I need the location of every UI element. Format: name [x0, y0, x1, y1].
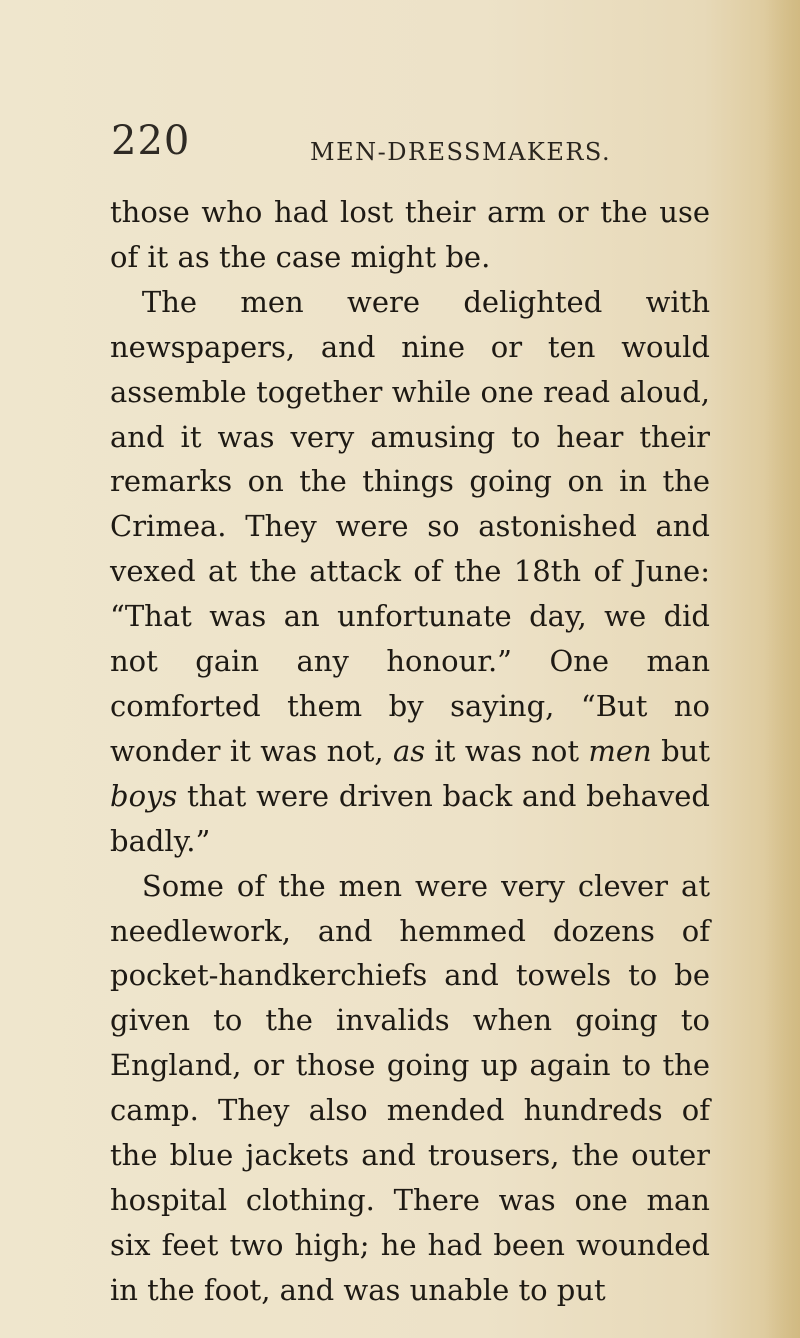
running-head-title: MEN-DRESSMAKERS. — [310, 138, 612, 166]
paragraph-1: those who had lost their arm or the use of it as the case might be. — [110, 195, 710, 274]
paragraph-2-text-b: it was not — [425, 733, 589, 768]
paragraph-2-text-d: that were driven back and behaved badly.” — [110, 778, 710, 858]
running-head — [0, 118, 800, 178]
paragraph-2-italic-men: men — [588, 733, 652, 768]
page-number: 220 — [111, 118, 191, 164]
body-text — [110, 190, 710, 1313]
paragraph-3: Some of the men were very clever at needlework, and hemmed dozens of pocket-handkerchiefs and towels to be given to the invalids when going to England, or those going up again to the camp. They also mended hundreds of the blue jackets and trousers, the outer hospital clothing. There was one man six feet two high; he had been wounded in the foot, and was unable to put — [110, 868, 710, 1307]
paragraph-2-italic-boys: boys — [110, 778, 178, 813]
page-edge-shadow — [764, 0, 800, 1338]
paragraph-2 — [110, 280, 710, 864]
paragraph-2-text-a: The men were delighted with newspapers, and nine or ten would assemble together while one read aloud, and it was very amusing to hear their remarks on the things going on in the Crimea. They were so astonished and vexed at the attack of the 18th of June: “That was an unfortunate day, we did not gain any honour.” One man comforted them by saying, “But no wonder it was not, — [110, 284, 710, 768]
paragraph-2-text-c: but — [651, 733, 710, 768]
paragraph-2-italic-as: as — [392, 733, 426, 768]
